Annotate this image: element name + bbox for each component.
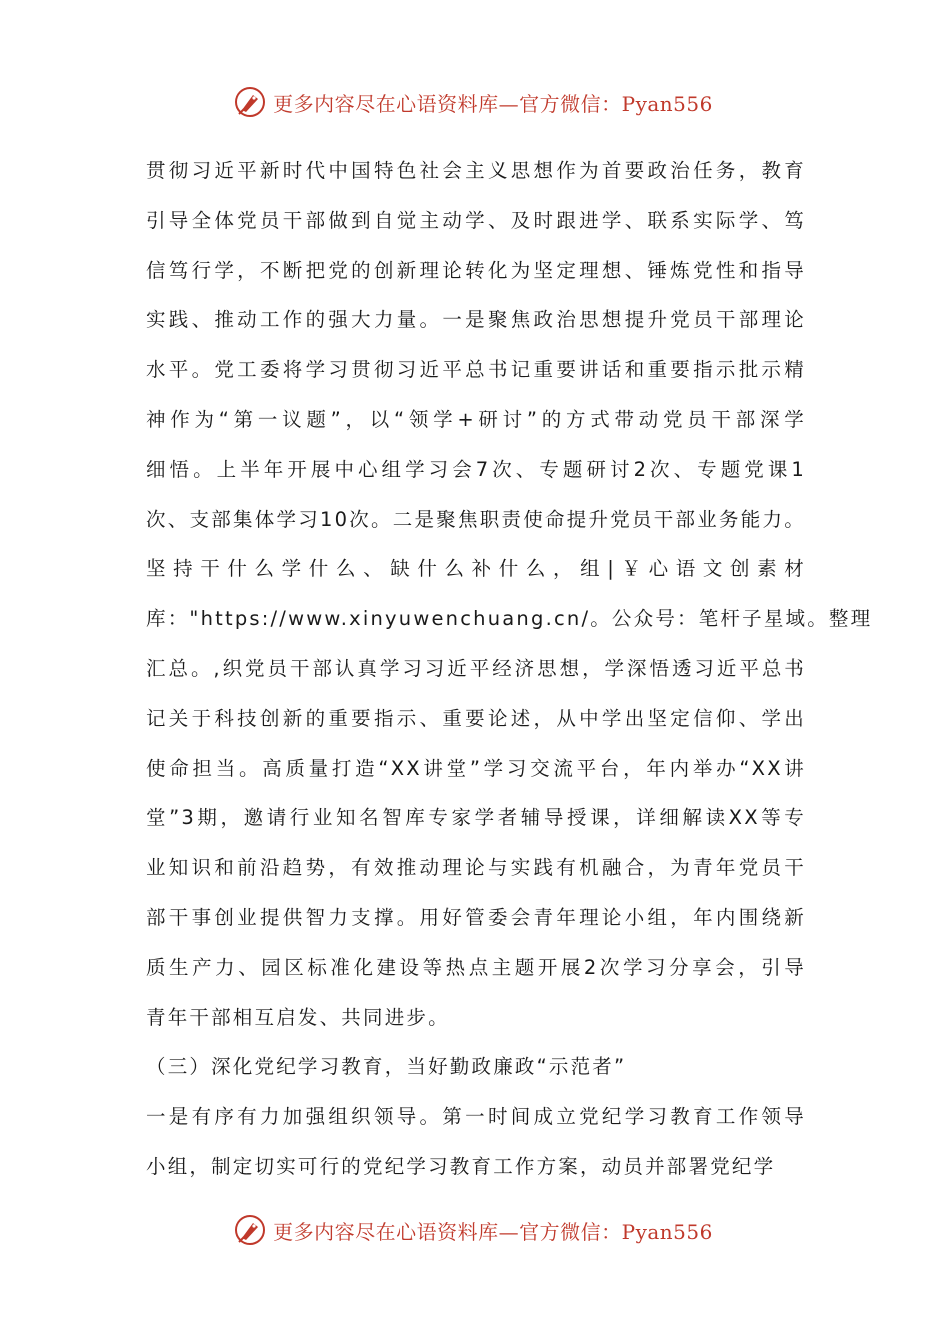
text-line: 贯彻习近平新时代中国特色社会主义思想作为首要政治任务，教育 — [146, 159, 806, 182]
text-line: 记关于科技创新的重要指示、重要论述，从中学出坚定信仰、学出 — [146, 706, 806, 730]
text-line: 库："https://www.xinyuwenchuang.cn/。公众号：笔杆子星域。整理 — [146, 607, 873, 631]
text-line: 堂”3期，邀请行业知名智库专家学者辅导授课，详细解读XX等专 — [146, 806, 806, 830]
pen-nib-icon — [233, 85, 267, 119]
text-line: 神作为“第一议题”，以“领学+研讨”的方式带动党员干部深学 — [146, 407, 806, 431]
text-line: （三）深化党纪学习教育，当好勤政廉政“示范者” — [146, 1055, 627, 1079]
text-line: 部干事创业提供智力支撑。用好管委会青年理论小组，年内围绕新 — [146, 905, 806, 929]
text-line: 小组，制定切实可行的党纪学习教育工作方案，动员并部署党纪学 — [146, 1154, 776, 1178]
pen-nib-icon — [233, 1213, 267, 1247]
header-banner-text: 更多内容尽在心语资料库—官方微信：Pyan556 — [273, 91, 713, 116]
footer-banner — [0, 1212, 950, 1248]
document-body — [146, 146, 873, 1192]
text-line: 青年干部相互启发、共同进步。 — [146, 1005, 450, 1029]
text-line: 次、支部集体学习10次。二是聚焦职责使命提升党员干部业务能力。 — [146, 507, 806, 531]
text-line: 信笃行学，不断把党的创新理论转化为坚定理想、锤炼党性和指导 — [146, 258, 806, 282]
text-line: 实践、推动工作的强大力量。一是聚焦政治思想提升党员干部理论 — [146, 308, 806, 332]
text-line: 坚持干什么学什么、缺什么补什么，组|￥心语文创素材 — [146, 557, 806, 581]
text-line: 水平。党工委将学习贯彻习近平总书记重要讲话和重要指示批示精 — [146, 358, 806, 382]
text-line: 质生产力、园区标准化建设等热点主题开展2次学习分享会，引导 — [146, 955, 806, 979]
text-line: 汇总。,织党员干部认真学习习近平经济思想，学深悟透习近平总书 — [146, 656, 806, 680]
footer-banner-text: 更多内容尽在心语资料库—官方微信：Pyan556 — [273, 1219, 713, 1244]
text-line: 引导全体党员干部做到自觉主动学、及时跟进学、联系实际学、笃 — [146, 208, 806, 232]
text-line: 细悟。上半年开展中心组学习会7次、专题研讨2次、专题党课1 — [146, 457, 806, 481]
text-line: 使命担当。高质量打造“XX讲堂”学习交流平台，年内举办“XX讲 — [146, 756, 806, 780]
header-banner — [0, 84, 950, 120]
text-line: 一是有序有力加强组织领导。第一时间成立党纪学习教育工作领导 — [146, 1105, 806, 1129]
text-line: 业知识和前沿趋势，有效推动理论与实践有机融合，为青年党员干 — [146, 856, 806, 880]
